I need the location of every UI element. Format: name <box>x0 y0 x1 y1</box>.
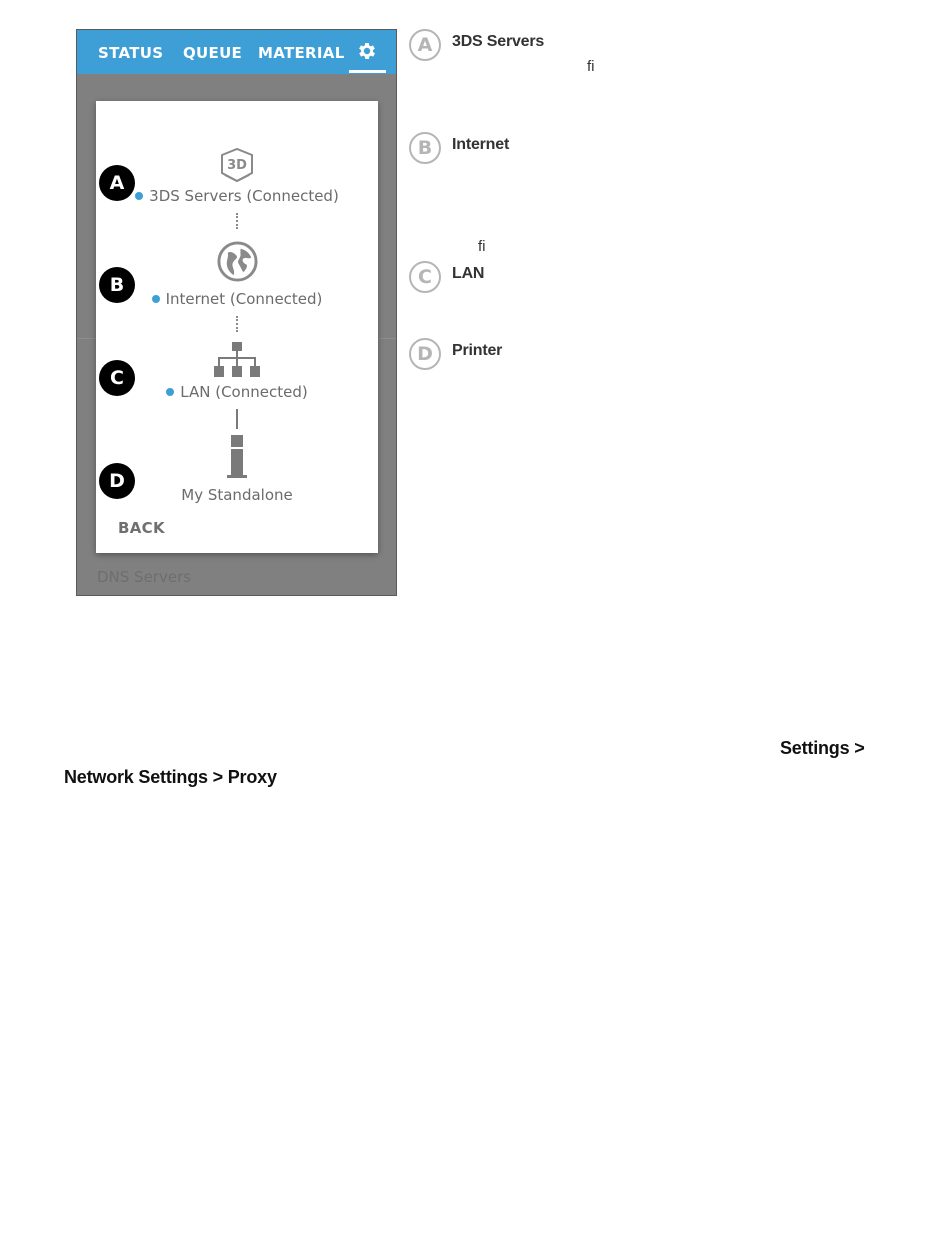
callout-marker-c: C <box>99 360 135 396</box>
connected-dot <box>152 295 160 303</box>
legend-title-printer: Printer <box>452 342 503 359</box>
globe-icon <box>216 240 259 283</box>
top-nav-bar <box>77 30 396 74</box>
legend-title-lan: LAN <box>452 265 485 282</box>
network-status-dialog <box>96 101 378 553</box>
callout-marker-a: A <box>99 165 135 201</box>
node-printer-label: My Standalone <box>181 486 293 504</box>
connector-c-d <box>236 409 238 429</box>
back-button[interactable]: BACK <box>118 519 165 537</box>
network-icon <box>214 342 260 378</box>
connector-b-c <box>236 316 238 332</box>
printer-icon <box>225 435 249 479</box>
tab-status[interactable]: STATUS <box>98 44 164 62</box>
node-lan-label: LAN (Connected) <box>96 383 378 401</box>
connected-dot <box>166 388 174 396</box>
legend-title-3ds-servers: 3DS Servers <box>452 33 545 50</box>
legend-title-internet: Internet <box>452 136 510 153</box>
legend-marker-c: C <box>409 261 441 293</box>
settings-path-part-2: Network Settings > Proxy <box>64 767 277 787</box>
active-tab-indicator <box>349 70 386 73</box>
ligature-glyph: ﬁ <box>587 58 595 75</box>
legend-marker-b: B <box>409 132 441 164</box>
ligature-glyph: ﬁ <box>478 238 486 255</box>
tab-queue[interactable]: QUEUE <box>183 44 243 62</box>
gear-icon[interactable] <box>356 40 378 62</box>
node-3ds-servers-label: 3DS Servers (Connected) <box>96 187 378 205</box>
connected-dot <box>135 192 143 200</box>
3d-logo-icon <box>219 147 255 183</box>
background-dns-servers-item: DNS Servers <box>97 568 192 586</box>
connector-a-b <box>236 213 238 229</box>
callout-marker-d: D <box>99 463 135 499</box>
tab-material[interactable]: MATERIAL <box>258 44 345 62</box>
callout-marker-b: B <box>99 267 135 303</box>
node-internet-label: Internet (Connected) <box>96 290 378 308</box>
printer-screen <box>76 29 397 596</box>
svg-text:3D: 3D <box>227 158 247 173</box>
legend-marker-a: A <box>409 29 441 61</box>
legend-marker-d: D <box>409 338 441 370</box>
settings-path-part-1: Settings > <box>780 738 865 758</box>
